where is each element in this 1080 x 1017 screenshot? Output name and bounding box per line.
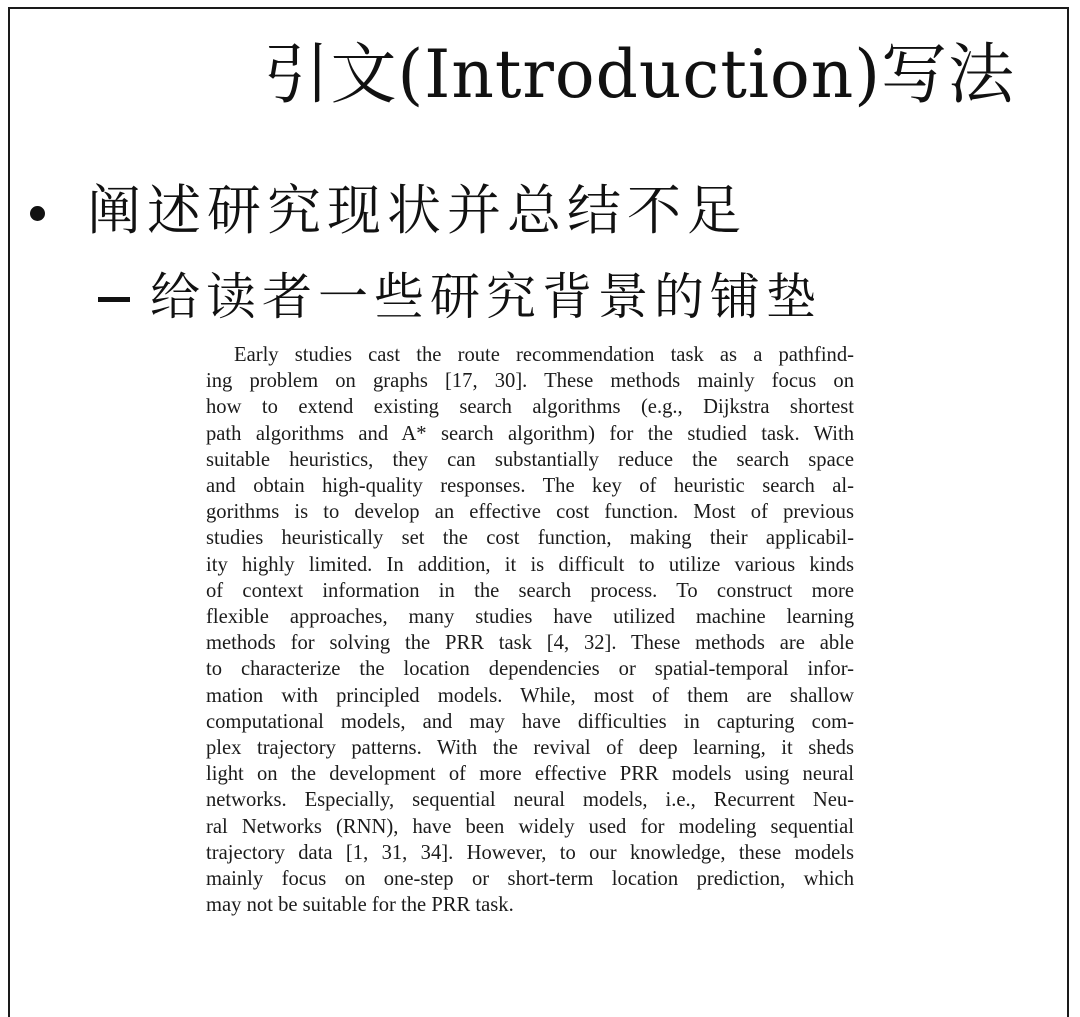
- excerpt-line: flexible approaches, many studies have utilized machine learning: [206, 606, 854, 629]
- excerpt-line: may not be suitable for the PRR task.: [206, 894, 514, 917]
- excerpt-line: mation with principled models. While, most of them are shallow: [206, 684, 854, 707]
- excerpt-line: methods for solving the PRR task [4, 32]. These methods are able: [206, 632, 854, 655]
- excerpt-line: and obtain high-quality responses. The key of heuristic search al-: [206, 475, 854, 498]
- excerpt-line: studies heuristically set the cost function, making their applicabil-: [206, 527, 854, 550]
- excerpt-line: trajectory data [1, 31, 34]. However, to our knowledge, these models: [206, 841, 854, 864]
- bullet-text: 阐述研究现状并总结不足: [87, 179, 747, 242]
- sub-bullet-text: 给读者一些研究背景的铺垫: [150, 268, 822, 326]
- excerpt-line: light on the development of more effective PRR models using neural: [206, 763, 854, 786]
- excerpt-line: how to extend existing search algorithms (e.g., Dijkstra shortest: [206, 396, 854, 419]
- excerpt-line: ing problem on graphs [17, 30]. These methods mainly focus on: [206, 370, 854, 393]
- excerpt-line: suitable heuristics, they can substantially reduce the search space: [206, 448, 854, 471]
- excerpt-line: path algorithms and A* search algorithm) for the studied task. With: [206, 422, 854, 445]
- excerpt-line: Early studies cast the route recommendation task as a pathfind-: [234, 344, 854, 366]
- bullet-item: [30, 179, 747, 244]
- dash-icon: [98, 297, 130, 302]
- excerpt-line: ity highly limited. In addition, it is difficult to utilize various kinds: [206, 553, 854, 576]
- paper-excerpt: [206, 342, 854, 918]
- excerpt-line: to characterize the location dependencies or spatial-temporal infor-: [206, 658, 854, 681]
- excerpt-line: networks. Especially, sequential neural models, i.e., Recurrent Neu-: [206, 789, 854, 812]
- excerpt-line: ral Networks (RNN), have been widely used for modeling sequential: [206, 815, 854, 838]
- excerpt-line: of context information in the search process. To construct more: [206, 579, 854, 602]
- bullet-dot-icon: [30, 206, 45, 221]
- sub-bullet-item: [98, 267, 822, 327]
- slide-title: 引文(Introduction)写法: [263, 36, 1015, 113]
- excerpt-line: computational models, and may have difficulties in capturing com-: [206, 710, 854, 733]
- excerpt-line: mainly focus on one-step or short-term location prediction, which: [206, 868, 854, 891]
- slide: [8, 7, 1069, 1017]
- excerpt-line: gorithms is to develop an effective cost function. Most of previous: [206, 501, 854, 524]
- excerpt-line: plex trajectory patterns. With the revival of deep learning, it sheds: [206, 737, 854, 760]
